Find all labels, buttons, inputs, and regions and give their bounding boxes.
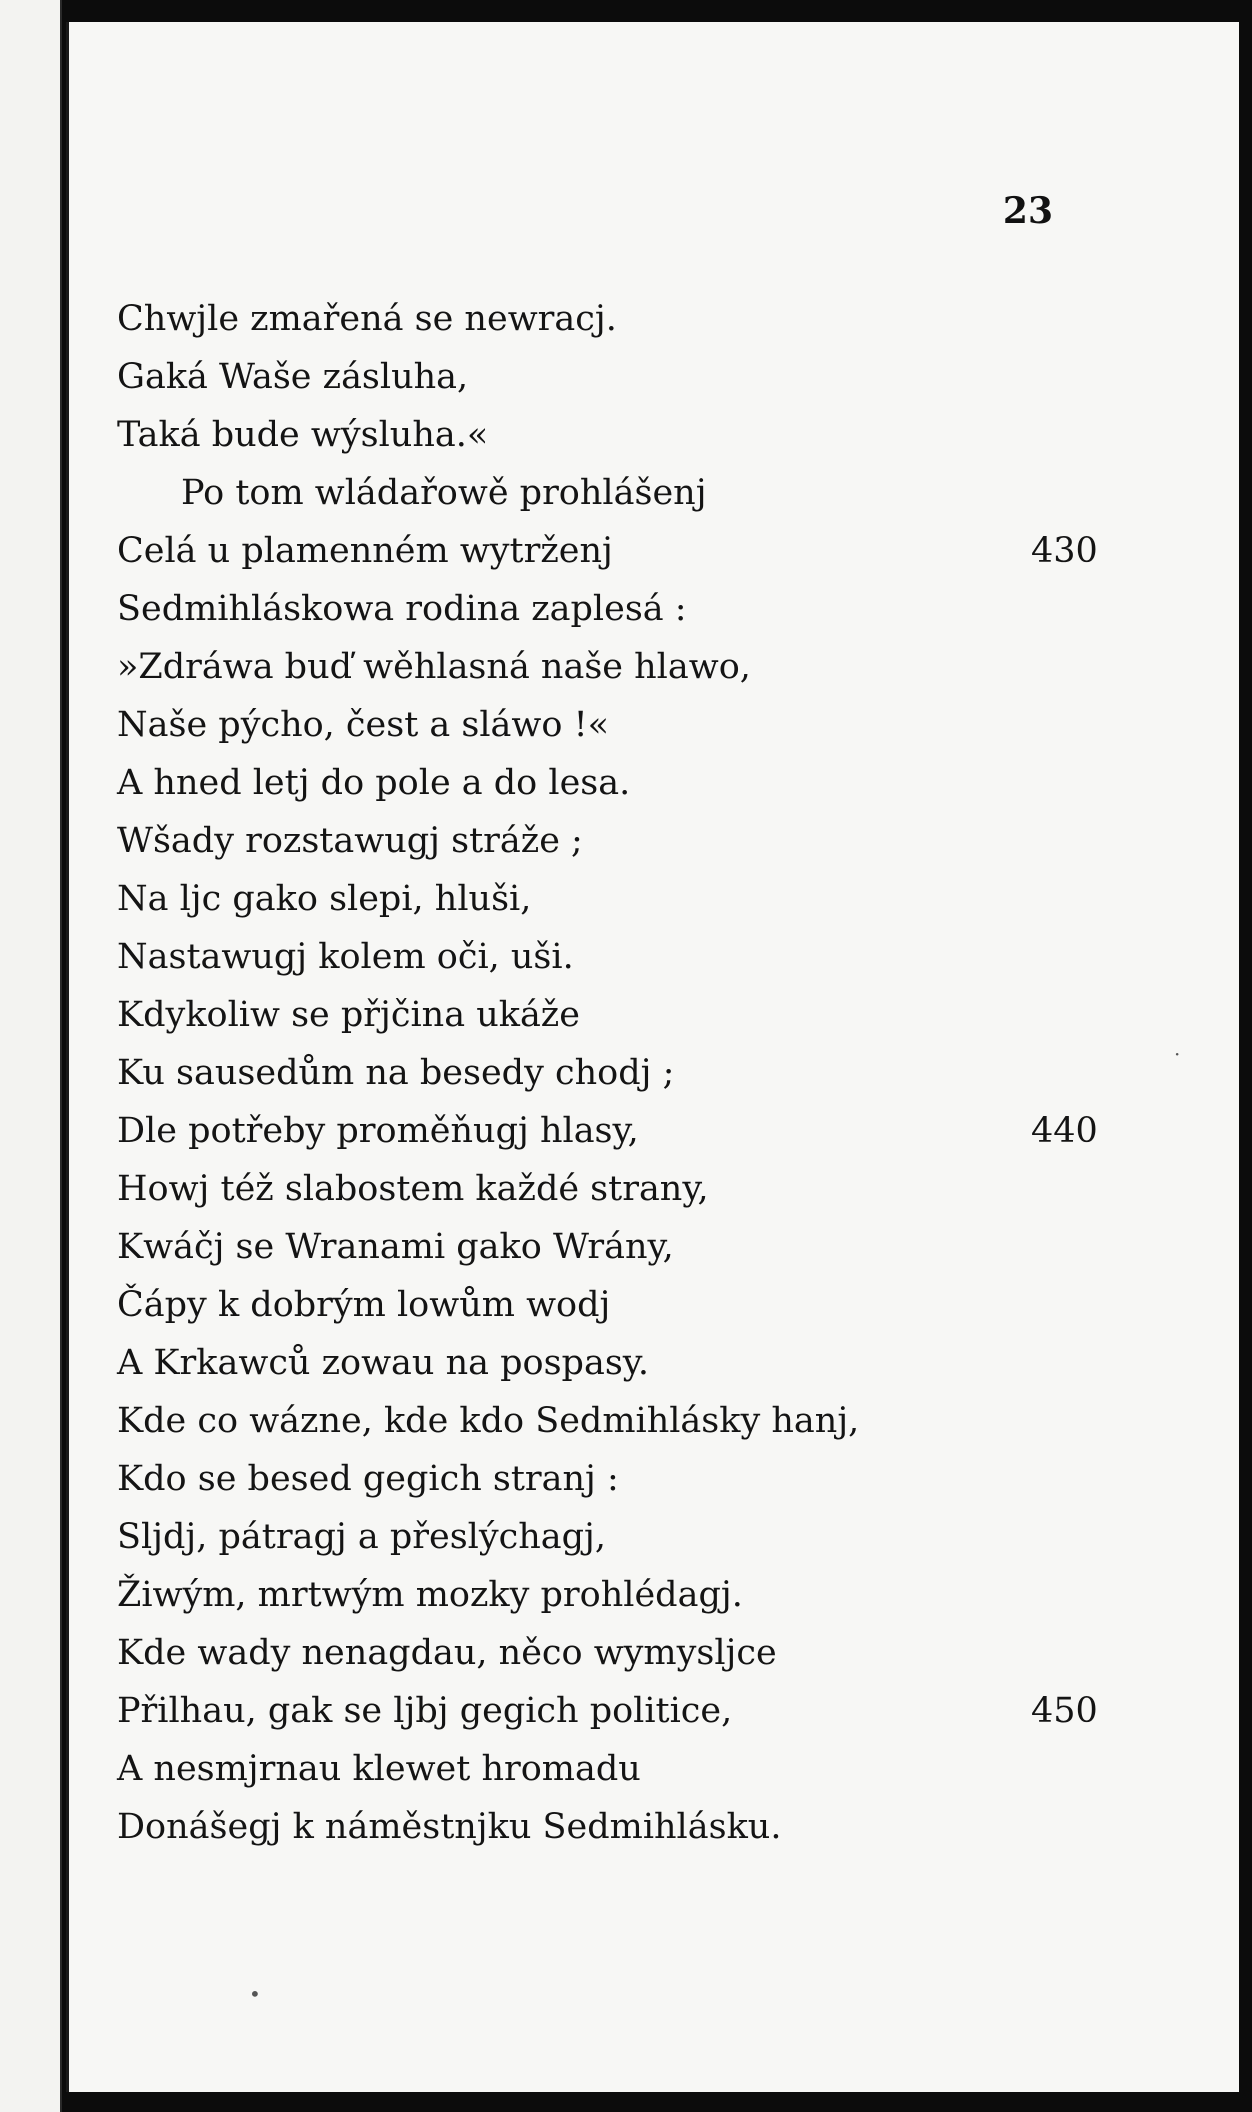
verse-line [117,290,1117,348]
verse-line-text: Donášegj k náměstnjku Sedmihlásku. [117,1807,782,1847]
verse-line [117,1160,1117,1218]
verse-line [117,1798,1117,1856]
verse-line [117,696,1117,754]
verse-line-text: Celá u plamenném wytrženj [117,531,613,571]
verse-line [117,348,1117,406]
verse-line-text: Sedmihláskowa rodina zaplesá : [117,589,687,629]
verse-line [117,1450,1117,1508]
book-page [66,22,1239,2092]
verse-line [117,1740,1117,1798]
verse-line-text: Wšady rozstawugj stráže ; [117,821,583,861]
line-number: 450 [1031,1691,1098,1731]
verse-line-text: Sljdj, pátragj a přeslýchagj, [117,1517,607,1557]
line-number: 430 [1031,531,1098,571]
verse-line [117,1102,1117,1160]
verse-line-text: Přilhau, gak se ljbj gegich politice, [117,1691,733,1731]
verse-line-text: Nastawugj kolem oči, uši. [117,937,574,977]
verse-line-text: Kdo se besed gegich stranj : [117,1459,619,1499]
verse-line [117,638,1117,696]
verse-line-text: Na ljc gako slepi, hluši, [117,879,532,919]
verse-line-text: Kde wady nenagdau, něco wymysljce [117,1633,777,1673]
line-number: 440 [1031,1111,1098,1151]
verse-line [117,1624,1117,1682]
ink-speck: • [249,1982,261,2006]
verse-line-text: Ku sausedům na besedy chodj ; [117,1053,675,1093]
verse-line [117,1218,1117,1276]
verse-line-text: Kde co wázne, kde kdo Sedmihlásky hanj, [117,1401,860,1441]
verse-line-text: A Krkawců zowau na pospasy. [117,1343,650,1383]
verse-line-text: Naše pýcho, čest a sláwo !« [117,705,610,745]
verse-line [117,1276,1117,1334]
verse-line-text: Gaká Waše zásluha, [117,357,469,397]
verse-line [117,986,1117,1044]
verse-line [117,1682,1117,1740]
page-number: 23 [1002,190,1053,232]
verse-line [117,754,1117,812]
verse-line-text: Chwjle zmařená se newracj. [117,299,617,339]
verse-line-text: Howj též slabostem každé strany, [117,1169,709,1209]
adjacent-page-edge [0,0,62,2112]
verse-line [117,870,1117,928]
verse-line-text: Taká bude wýsluha.« [117,415,489,455]
verse-line [117,580,1117,638]
verse-line [117,1392,1117,1450]
verse-line-text: Po tom wládařowě prohlášenj [181,473,707,513]
verse-line-text: A hned letj do pole a do lesa. [117,763,631,803]
verse-line [117,812,1117,870]
verse-line-text: A nesmjrnau klewet hromadu [117,1749,641,1789]
verse-line-text: Žiwým, mrtwým mozky prohlédagj. [117,1575,743,1615]
verse-line [117,928,1117,986]
verse-line [117,1334,1117,1392]
verse-line [117,464,1117,522]
verse-line-text: Kdykoliw se přjčina ukáže [117,995,580,1035]
verse-line [117,1508,1117,1566]
verse-line [117,522,1117,580]
verse-line [117,406,1117,464]
verse-line-text: Kwáčj se Wranami gako Wrány, [117,1227,674,1267]
ink-speck: · [1174,1042,1181,1066]
verse-line [117,1566,1117,1624]
verse-line-text: Čápy k dobrým lowům wodj [117,1285,611,1325]
verse-line-text: Dle potřeby proměňugj hlasy, [117,1111,639,1151]
verse-line [117,1044,1117,1102]
verse-text-block [117,290,1117,1856]
verse-line-text: »Zdráwa buď wěhlasná naše hlawo, [117,647,751,687]
